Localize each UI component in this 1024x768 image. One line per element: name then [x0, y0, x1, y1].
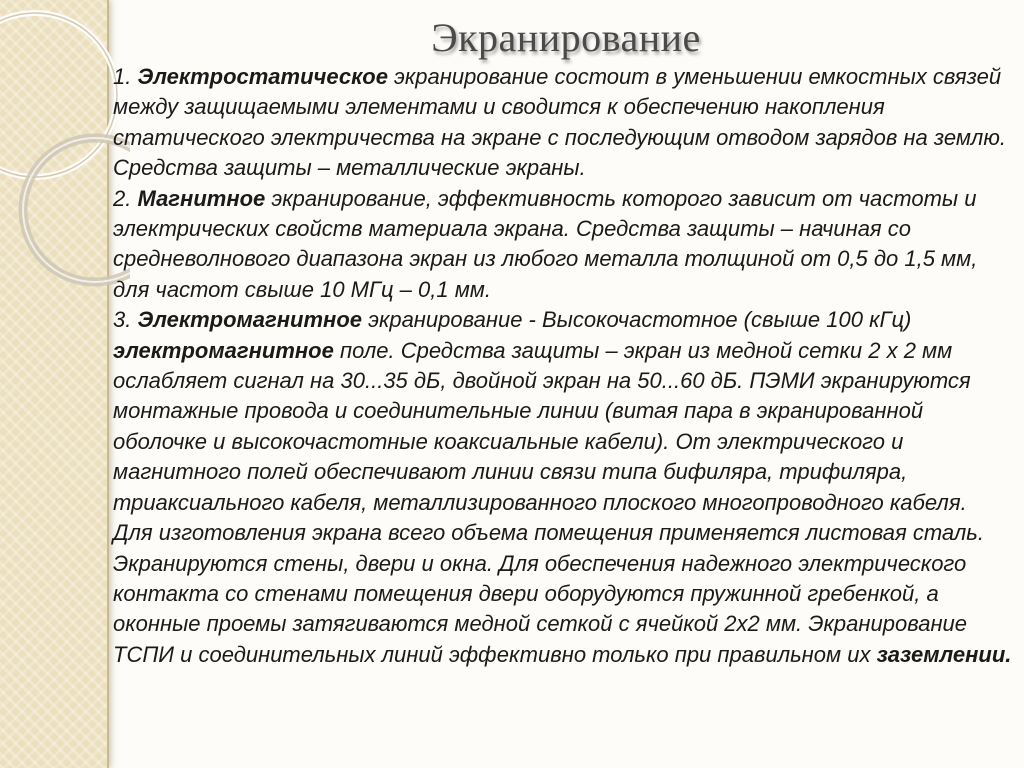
- term-bold: Магнитное: [137, 185, 266, 211]
- paragraph-electrostatic: [113, 62, 1018, 184]
- left-decorative-panel: [0, 0, 108, 768]
- term-bold: электромагнитное: [113, 337, 334, 363]
- term-bold: заземлении.: [876, 641, 1012, 667]
- paragraph-text: поле. Средства защиты – экран из медной сетки 2 х 2 мм ослабляет сигнал на 30...35 дБ, двойной экран на 50...60 дБ. ПЭМИ экранируются монтажные провода и соединительные линии (витая пара в экранированной оболочке и высокочастотные коаксиальные кабели). От электрического и магнитного полей обеспечивают линии связи типа бифиляра, трифиляра, триаксиального кабеля, металлизированного плоского многопроводного кабеля.: [113, 337, 971, 515]
- paragraph-text: экранирование состоит в уменьшении емкостных связей между защищаемыми элементами и сводится к обеспечению накопления статического электричества на экране с последующим отводом зарядов на землю. Средства защиты – металлические экраны.: [113, 64, 1006, 181]
- paragraph-number: 1.: [113, 64, 138, 89]
- slide-title: Экранирование: [431, 15, 701, 60]
- paragraph-text: экранирование, эффективность которого зависит от частоты и электрических свойств материала экрана. Средства защиты – начиная со средневолнового диапазона экран из любого металла толщиной от 0,5 до 1,5 мм, для частот свыше 10 МГц – 0,1 мм.: [113, 185, 978, 302]
- slide-content: [113, 62, 1018, 670]
- term-bold: Электростатическое: [137, 64, 388, 89]
- paragraph-room-shielding: [113, 518, 1018, 670]
- paragraph-text: экранирование - Высокочастотное (свыше 100 кГц): [362, 307, 912, 333]
- paragraph-number: 3.: [113, 307, 138, 333]
- paragraph-electromagnetic: [113, 305, 1018, 518]
- panel-edge-line: [107, 0, 109, 768]
- paragraph-magnetic: [113, 184, 1018, 306]
- term-bold: Электромагнитное: [137, 307, 363, 333]
- paragraph-text: Для изготовления экрана всего объема помещения применяется листовая сталь. Экранируются стены, двери и окна. Для обеспечения надежного электрического контакта со стенами помещения двери оборудуются пружинной гребенкой, а оконные проемы затягиваются медной сеткой с ячейкой 2х2 мм. Экранирование ТСПИ и соединительных линий эффективно только при правильном их: [113, 520, 984, 667]
- paragraph-number: 2.: [113, 185, 138, 211]
